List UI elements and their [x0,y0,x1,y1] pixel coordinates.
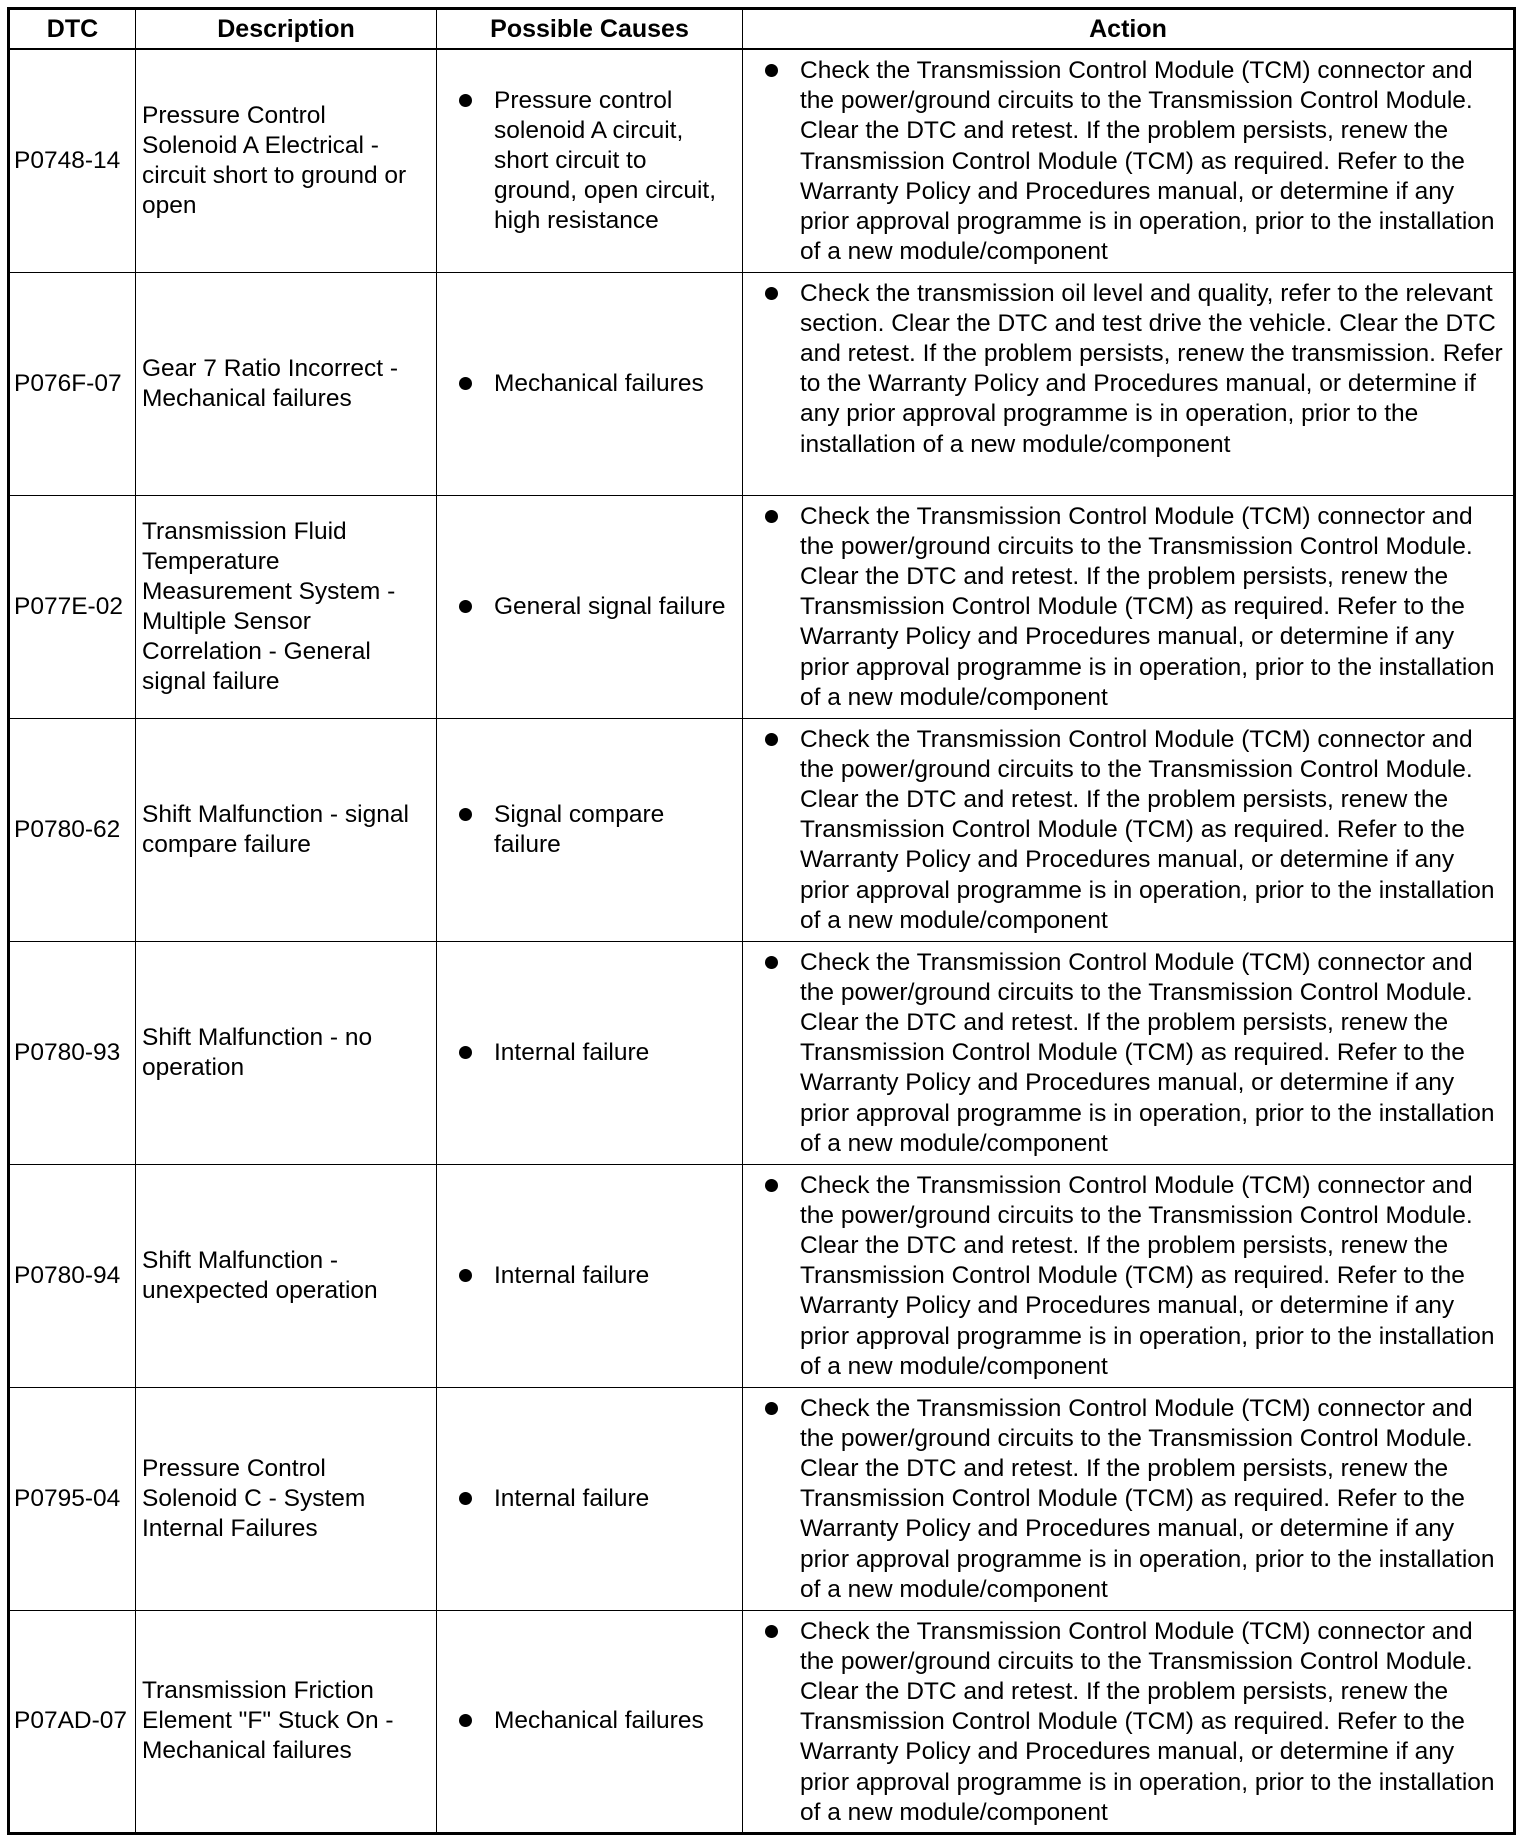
dtc-description: Transmission Friction Element "F" Stuck On - Mechanical failures [136,1610,437,1833]
table-row [9,495,1515,718]
header-possible-causes: Possible Causes [437,9,743,50]
table-row [9,718,1515,941]
bullet-icon [765,733,778,746]
action-text: Check the Transmission Control Module (TCM) connector and the power/ground circuits to the Transmission Control Module. Clear the DTC and retest. If the problem persists, renew the Transmission Control Module (TCM) as required. Refer to the Warranty Policy and Procedures manual, or determine if any prior approval programme is in operation, prior to the installation of a new module/component [800,948,1495,1157]
action [743,941,1515,1164]
possible-cause [437,941,743,1164]
table-row [9,49,1515,272]
action-text: Check the Transmission Control Module (TCM) connector and the power/ground circuits to the Transmission Control Module. Clear the DTC and retest. If the problem persists, renew the Transmission Control Module (TCM) as required. Refer to the Warranty Policy and Procedures manual, or determine if any prior approval programme is in operation, prior to the installation of a new module/component [800,1394,1495,1603]
dtc-code: P0780-62 [9,718,136,941]
dtc-description: Transmission Fluid Temperature Measurement System - Multiple Sensor Correlation - General signal failure [136,495,437,718]
bullet-icon [459,94,472,107]
dtc-code: P0795-04 [9,1387,136,1610]
dtc-description: Pressure Control Solenoid A Electrical - circuit short to ground or open [136,49,437,272]
bullet-icon [765,1179,778,1192]
bullet-icon [765,1625,778,1638]
bullet-icon [765,287,778,300]
header-dtc: DTC [9,9,136,50]
cause-text: Mechanical failures [494,369,704,397]
table-row [9,1610,1515,1833]
possible-cause [437,718,743,941]
cause-text: Internal failure [494,1484,650,1512]
dtc-description: Shift Malfunction - unexpected operation [136,1164,437,1387]
dtc-description: Shift Malfunction - no operation [136,941,437,1164]
action [743,495,1515,718]
dtc-table [7,7,1516,1835]
cause-text: Signal compare failure [494,800,665,858]
cause-text: Internal failure [494,1038,650,1066]
action-text: Check the transmission oil level and quality, refer to the relevant section. Clear the DTC and test drive the vehicle. Clear the DTC and retest. If the problem persists, renew the transmission. Refer to the Warranty Policy and Procedures manual, or determine if any prior approval programme is in operation, prior to the installation of a new module/component [800,279,1503,458]
table-row [9,272,1515,495]
bullet-icon [459,1046,472,1059]
possible-cause [437,272,743,495]
dtc-code: P0780-93 [9,941,136,1164]
bullet-icon [765,956,778,969]
dtc-code: P07AD-07 [9,1610,136,1833]
bullet-icon [459,600,472,613]
bullet-icon [765,64,778,77]
bullet-icon [765,1402,778,1415]
cause-text: General signal failure [494,592,726,620]
table-row [9,1164,1515,1387]
bullet-icon [459,1492,472,1505]
table-row [9,1387,1515,1610]
possible-cause [437,1164,743,1387]
possible-cause [437,495,743,718]
cause-text: Pressure control solenoid A circuit, short circuit to ground, open circuit, high resistance [494,86,716,234]
header-description: Description [136,9,437,50]
action-text: Check the Transmission Control Module (TCM) connector and the power/ground circuits to the Transmission Control Module. Clear the DTC and retest. If the problem persists, renew the Transmission Control Module (TCM) as required. Refer to the Warranty Policy and Procedures manual, or determine if any prior approval programme is in operation, prior to the installation of a new module/component [800,502,1495,711]
dtc-code: P0748-14 [9,49,136,272]
dtc-description: Pressure Control Solenoid C - System Internal Failures [136,1387,437,1610]
action [743,1164,1515,1387]
bullet-icon [459,377,472,390]
action [743,1387,1515,1610]
dtc-code: P077E-02 [9,495,136,718]
possible-cause [437,1610,743,1833]
action-text: Check the Transmission Control Module (TCM) connector and the power/ground circuits to the Transmission Control Module. Clear the DTC and retest. If the problem persists, renew the Transmission Control Module (TCM) as required. Refer to the Warranty Policy and Procedures manual, or determine if any prior approval programme is in operation, prior to the installation of a new module/component [800,1617,1495,1826]
action-text: Check the Transmission Control Module (TCM) connector and the power/ground circuits to the Transmission Control Module. Clear the DTC and retest. If the problem persists, renew the Transmission Control Module (TCM) as required. Refer to the Warranty Policy and Procedures manual, or determine if any prior approval programme is in operation, prior to the installation of a new module/component [800,725,1495,934]
possible-cause [437,1387,743,1610]
bullet-icon [459,1714,472,1727]
table-row [9,941,1515,1164]
dtc-code: P0780-94 [9,1164,136,1387]
action [743,718,1515,941]
dtc-code: P076F-07 [9,272,136,495]
action-text: Check the Transmission Control Module (TCM) connector and the power/ground circuits to the Transmission Control Module. Clear the DTC and retest. If the problem persists, renew the Transmission Control Module (TCM) as required. Refer to the Warranty Policy and Procedures manual, or determine if any prior approval programme is in operation, prior to the installation of a new module/component [800,57,1495,266]
action [743,1610,1515,1833]
dtc-description: Gear 7 Ratio Incorrect - Mechanical failures [136,272,437,495]
dtc-description: Shift Malfunction - signal compare failure [136,718,437,941]
bullet-icon [459,1269,472,1282]
cause-text: Mechanical failures [494,1707,704,1734]
bullet-icon [765,510,778,523]
bullet-icon [459,808,472,821]
header-row [9,9,1515,50]
cause-text: Internal failure [494,1261,650,1289]
possible-cause [437,49,743,272]
header-action: Action [743,9,1515,50]
action [743,272,1515,495]
action [743,49,1515,272]
action-text: Check the Transmission Control Module (TCM) connector and the power/ground circuits to the Transmission Control Module. Clear the DTC and retest. If the problem persists, renew the Transmission Control Module (TCM) as required. Refer to the Warranty Policy and Procedures manual, or determine if any prior approval programme is in operation, prior to the installation of a new module/component [800,1171,1495,1380]
